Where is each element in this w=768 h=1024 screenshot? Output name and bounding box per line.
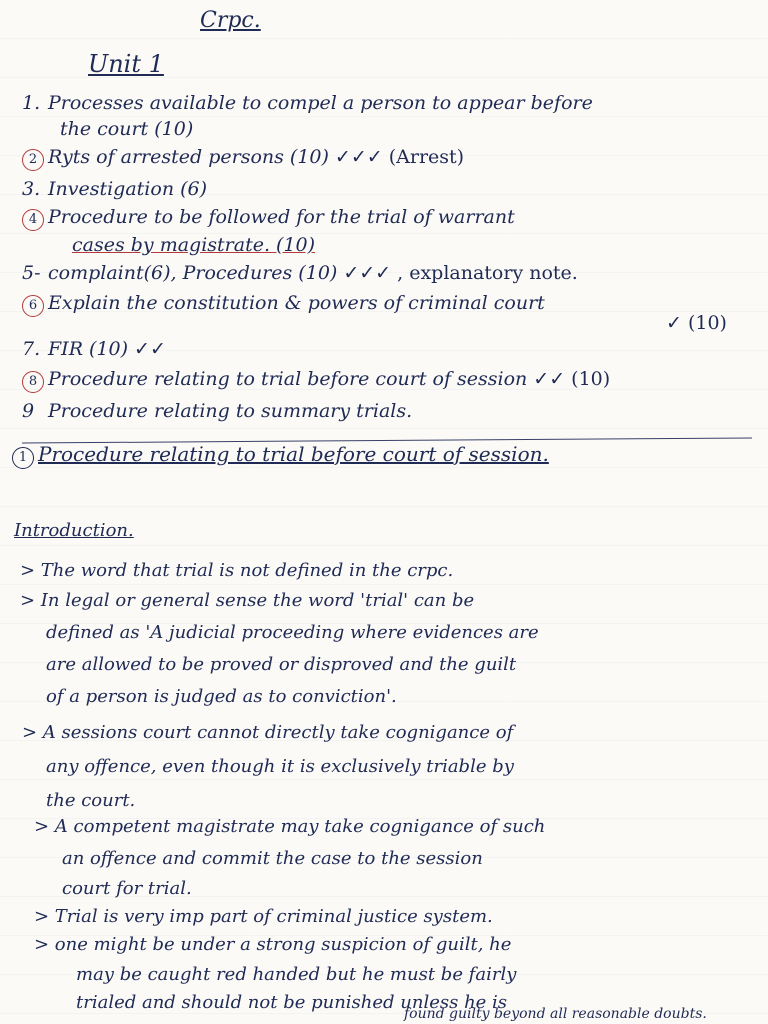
- list-item: [22, 292, 545, 317]
- list-item: [22, 338, 166, 360]
- list-item: [72, 234, 315, 256]
- item-text: cases by magistrate. (10): [72, 234, 316, 256]
- section-number: 1: [12, 447, 34, 469]
- item-number-circled: 8: [22, 371, 44, 393]
- list-item: [660, 312, 727, 334]
- body-line: court for trial.: [62, 878, 192, 899]
- tick-marks: ✓✓ (10): [533, 368, 611, 390]
- body-line: any offence, even though it is exclusively triable by: [46, 756, 514, 777]
- item-text: Procedure relating to trial before court of session: [48, 368, 528, 390]
- body-line: > one might be under a strong suspicion of guilt, he: [34, 934, 512, 955]
- list-item: [22, 146, 464, 171]
- body-line: are allowed to be proved or disproved and the guilt: [46, 654, 517, 675]
- list-item: [22, 400, 412, 422]
- tick-marks: ✓✓✓ , explanatory note.: [343, 262, 578, 284]
- item-text: Ryts of arrested persons (10): [48, 146, 329, 168]
- body-line: > In legal or general sense the word 'trial' can be: [20, 590, 475, 611]
- item-text: complaint(6), Procedures (10): [48, 262, 338, 284]
- item-text: Procedure to be followed for the trial of warrant: [48, 206, 515, 228]
- tick-marks: ✓✓✓ (Arrest): [334, 146, 465, 168]
- item-text: FIR (10): [48, 338, 129, 360]
- body-line: > A sessions court cannot directly take cognigance of: [22, 722, 514, 743]
- item-number: 3.: [22, 178, 41, 200]
- item-number: 1.: [22, 92, 41, 114]
- list-item: [22, 262, 578, 284]
- introduction-heading: Introduction.: [14, 520, 134, 541]
- list-item: [22, 206, 515, 231]
- list-item: [22, 178, 207, 200]
- item-text: Explain the constitution & powers of criminal court: [48, 292, 545, 314]
- item-text: Investigation (6): [48, 178, 208, 200]
- item-text: Procedure relating to summary trials.: [48, 400, 413, 422]
- item-text: the court (10): [60, 118, 194, 140]
- item-number-circled: 6: [22, 295, 44, 317]
- tick-marks: ✓ (10): [666, 312, 727, 334]
- list-item: [60, 118, 193, 140]
- body-line: > A competent magistrate may take cognigance of such: [34, 816, 546, 837]
- body-line: defined as 'A judicial proceeding where evidences are: [46, 622, 539, 643]
- body-line: the court.: [46, 790, 136, 811]
- item-number-circled: 4: [22, 209, 44, 231]
- tick-marks: ✓✓: [134, 338, 166, 360]
- body-line: trialed and should not be punished unless he is: [76, 992, 508, 1013]
- body-line: may be caught red handed but he must be fairly: [76, 964, 517, 985]
- item-number: 7.: [22, 338, 41, 360]
- body-line: > Trial is very imp part of criminal justice system.: [34, 906, 493, 927]
- section-heading-text: Procedure relating to trial before court of session.: [38, 442, 549, 466]
- section-heading: [12, 442, 549, 469]
- page-title: Crpc.: [200, 8, 261, 33]
- list-item: [22, 92, 593, 114]
- body-line: found guilty beyond all reasonable doubts.: [404, 1006, 707, 1022]
- item-number-circled: 2: [22, 149, 44, 171]
- list-item: [22, 368, 610, 393]
- item-number: 5-: [22, 262, 41, 284]
- body-line: of a person is judged as to conviction'.: [46, 686, 397, 707]
- item-number: 9: [22, 400, 35, 422]
- body-line: > The word that trial is not defined in the crpc.: [20, 560, 454, 581]
- item-text: Processes available to compel a person to appear before: [48, 92, 593, 114]
- body-line: an offence and commit the case to the session: [62, 848, 483, 869]
- unit-heading: Unit 1: [88, 50, 164, 78]
